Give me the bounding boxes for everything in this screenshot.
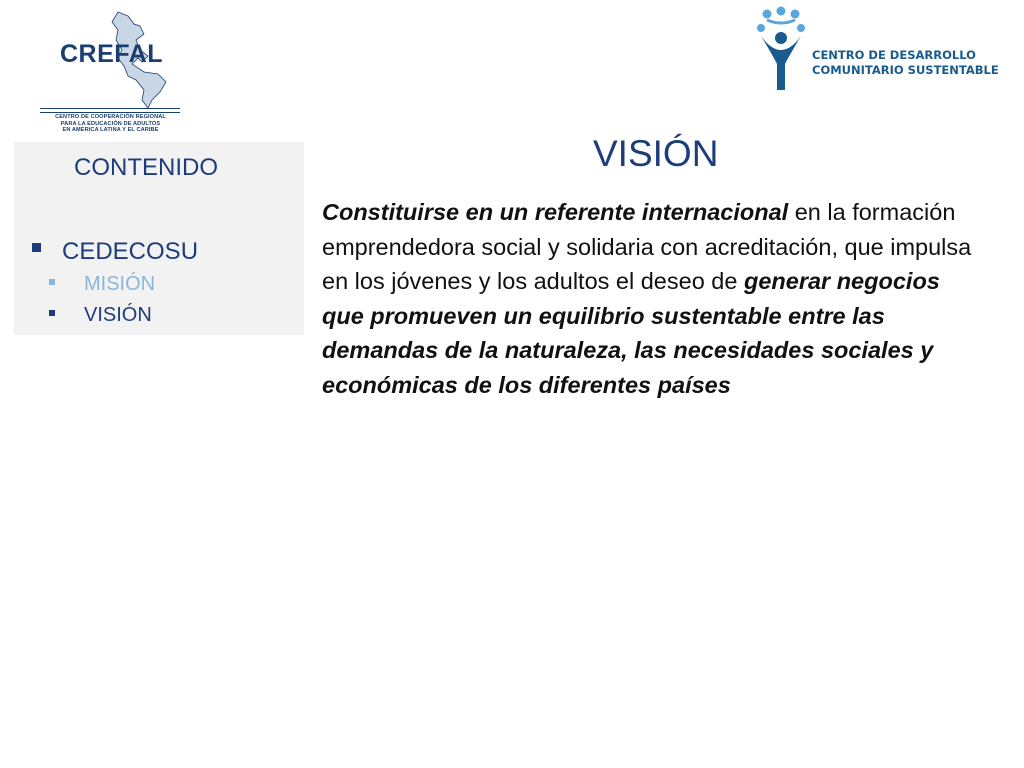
cedecosu-name-line2: COMUNITARIO SUSTENTABLE — [812, 63, 999, 77]
vision-text: en la formación emprendedora social y solidaria con acreditación, que impulsa en los jóvenes y los adultos el deseo de — [322, 199, 972, 294]
contents-panel — [14, 142, 304, 335]
square-bullet-icon — [49, 310, 55, 316]
crefal-rule-top — [40, 108, 180, 109]
contents-heading: CONTENIDO — [74, 154, 218, 181]
square-bullet-icon — [32, 243, 41, 252]
crefal-wordmark: CREFAL — [60, 40, 163, 68]
vision-emphasis-2: generar negocios que promueven un equilibrio sustentable entre las demandas de la naturaleza, las necesidades sociales y económicas de los diferentes países — [322, 268, 940, 398]
nav-subitem-mision[interactable]: MISIÓN — [84, 273, 156, 295]
crefal-logo — [38, 10, 183, 134]
cedecosu-logo — [755, 6, 999, 96]
vision-emphasis-1: Constituirse en un referente internacional — [322, 199, 789, 225]
square-bullet-icon — [49, 279, 55, 285]
crefal-subtitle: CENTRO DE COOPERACIÓN REGIONAL PARA LA EDUCACIÓN DE ADULTOS EN AMÉRICA LATINA Y EL CARIBE — [55, 114, 166, 134]
nav-item-cedecosu[interactable]: CEDECOSU — [62, 238, 199, 265]
community-figures-icon — [755, 6, 807, 92]
crefal-rule-bottom — [40, 112, 180, 113]
cedecosu-name-line1: CENTRO DE DESARROLLO — [812, 48, 976, 62]
vision-statement — [322, 195, 972, 402]
nav-subitem-vision[interactable]: VISIÓN — [84, 304, 152, 326]
page-title: VISIÓN — [593, 133, 719, 174]
